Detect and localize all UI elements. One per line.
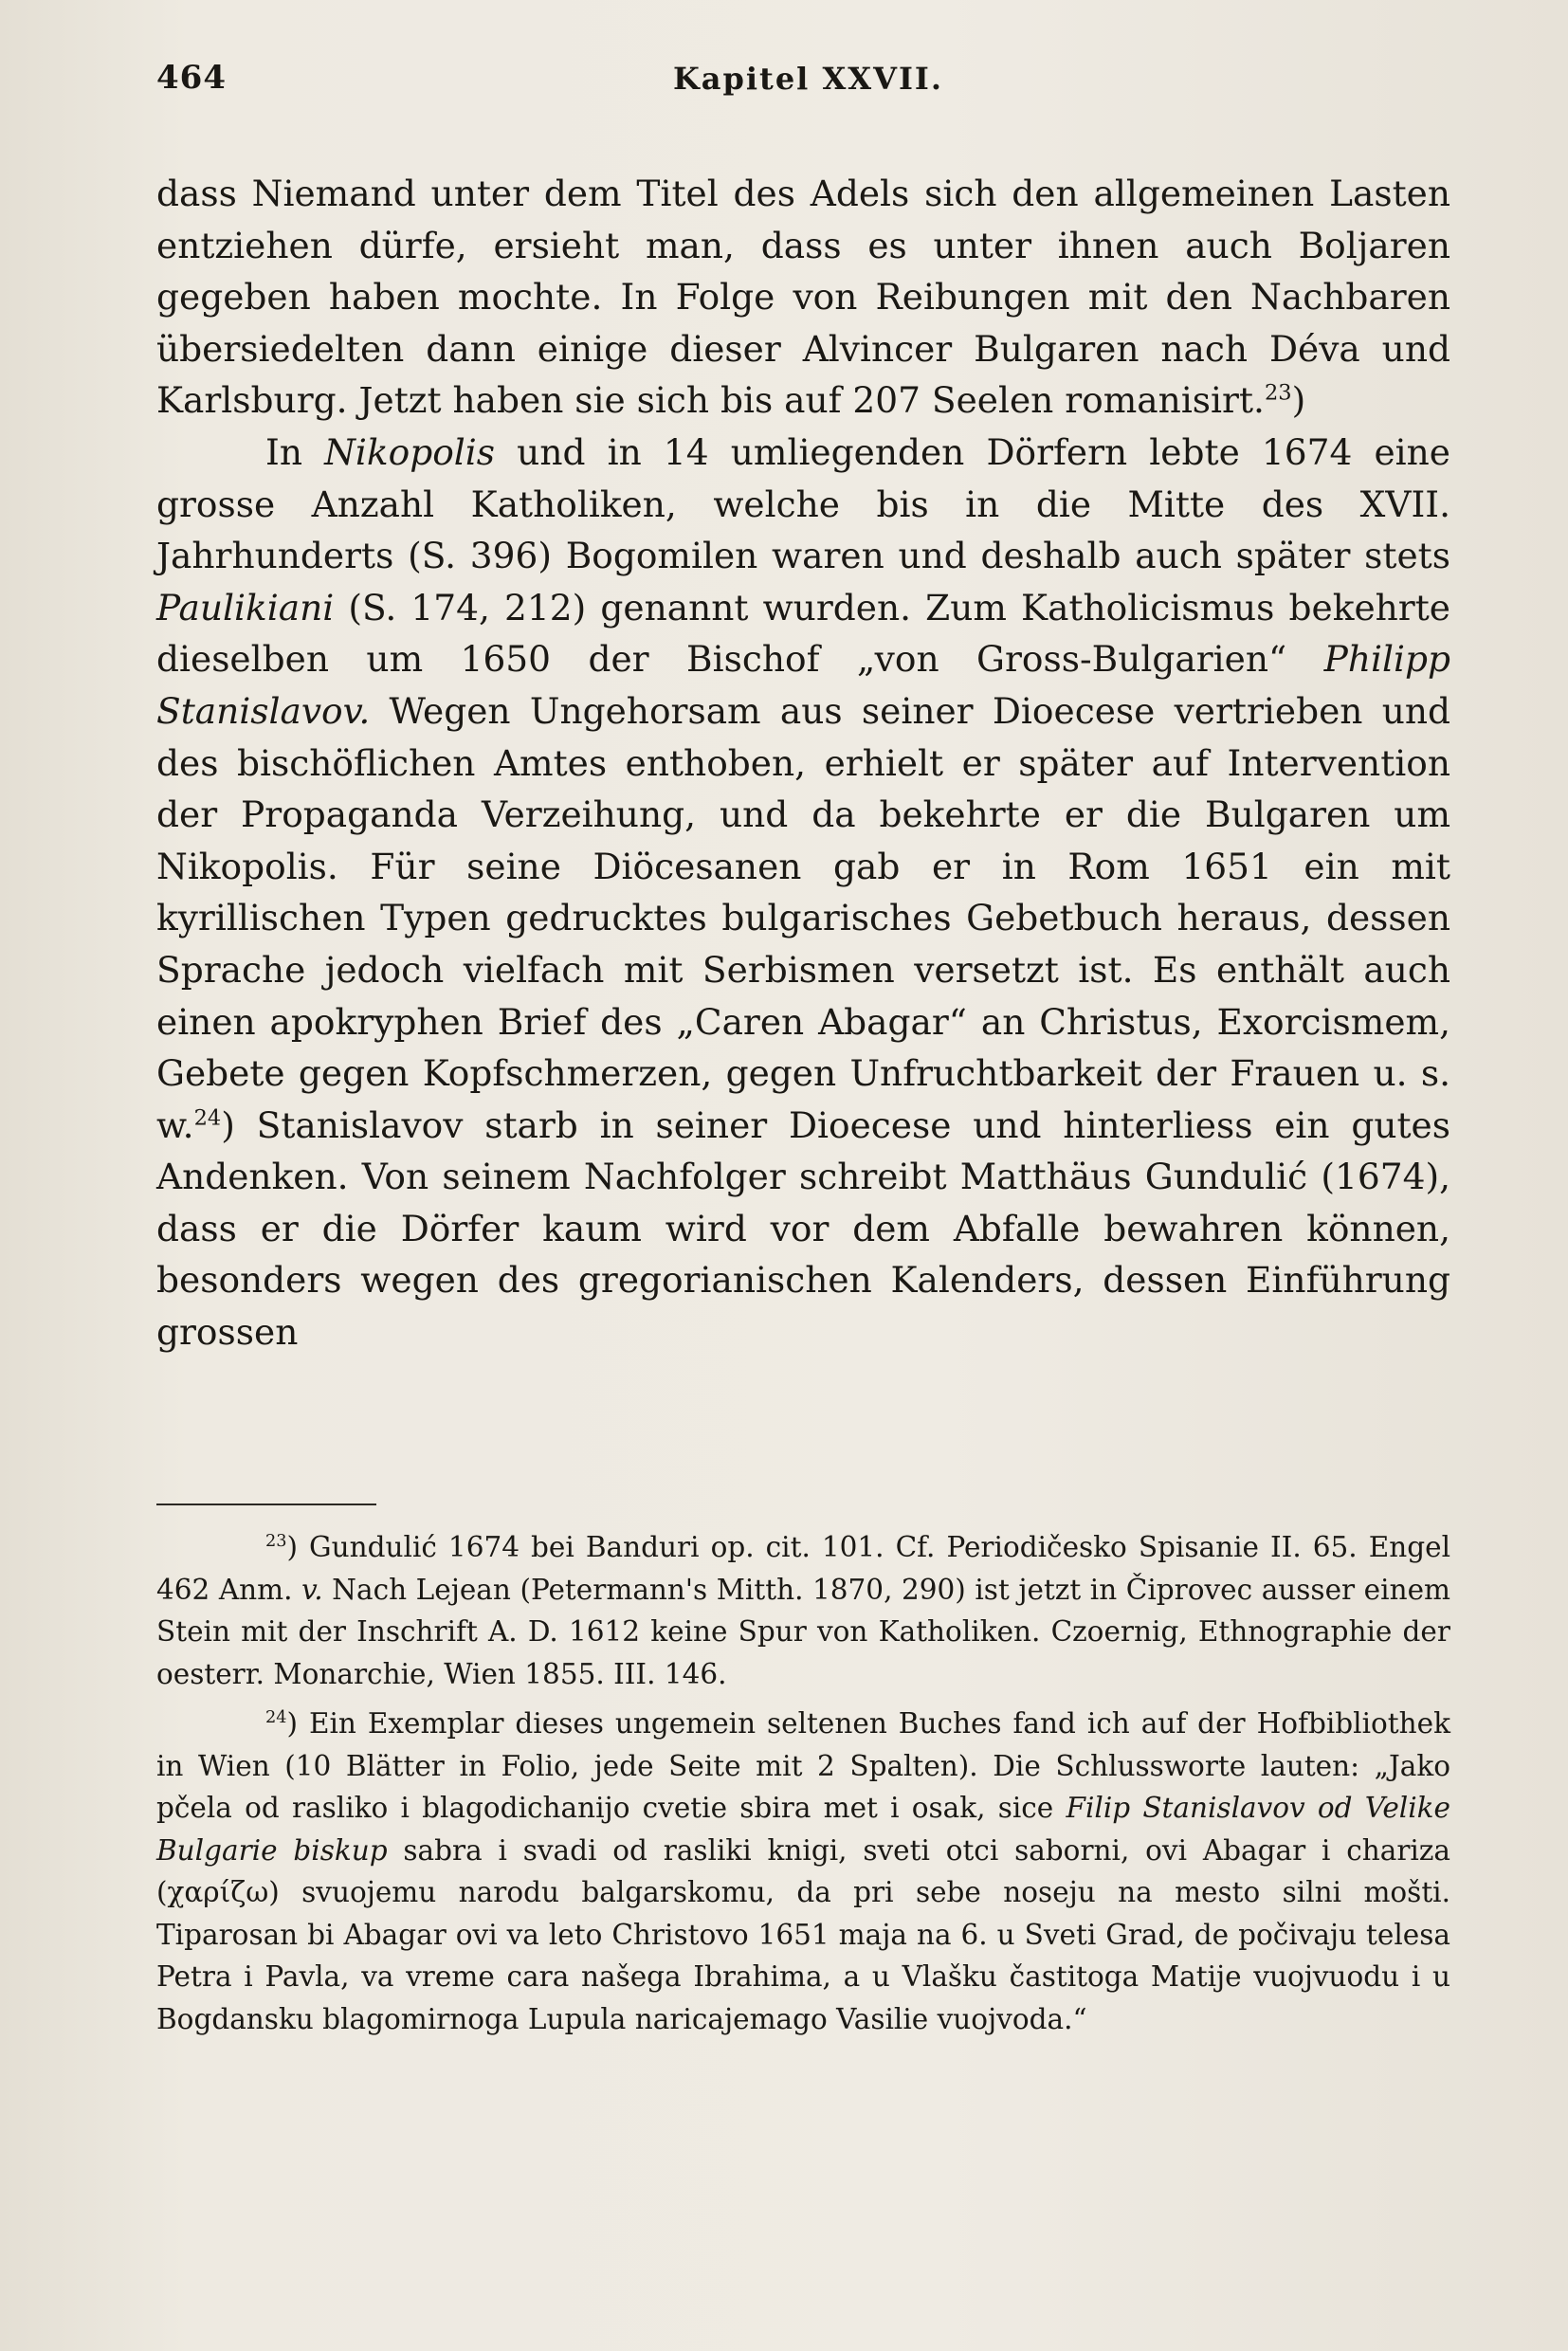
- place-name-nikopolis: Nikopolis: [324, 430, 496, 473]
- paragraph-2: [156, 427, 1450, 1358]
- term-paulikiani: Paulikiani: [156, 586, 335, 629]
- paragraph-1-text: dass Niemand unter dem Titel des Adels sich den allgemeinen Lasten entziehen dürfe, ersieht man, dass es unter ihnen auch Boljaren gegeben haben mochte. In Folge von Reibungen mit den Nachbaren übersiedelten dann einige dieser Alvincer Bulgaren nach Déva und Karlsburg. Jetzt haben sie sich bis auf 207 Seelen romanisirt.: [156, 173, 1450, 422]
- footnote-24-text-2: sabra i svadi od rasliki knigi, sveti otci saborni, ovi Abagar i chariza (χαρίζω) svuojemu narodu balgarskomu, da pri sebe noseju na mesto silni mošti. Tiparosan bi Abagar ovi va leto Christovo 1651 maja na 6. u Sveti Grad, de počivaju telesa Petra i Pavla, va vreme cara našega Ibrahima, a u Vlašku častitoga Matije vuojvuodu i u Bogdansku blagomirnoga Lupula naricajemago Vasilie vuojvoda.“: [156, 1833, 1450, 2035]
- page-number: 464: [156, 59, 227, 97]
- footnote-24-text: ) Ein Exemplar dieses ungemein seltenen Buches fand ich auf der Hofbibliothek in Wien (10 Blätter in Folio, jede Seite mit 2 Spalten). Die Schlussworte lauten: „Jako pčela od rasliko i blagodichanijo cvetie sbira met i osak, sice: [156, 1707, 1450, 1824]
- footnote-mark-24: 24: [265, 1708, 287, 1728]
- footnotes: [156, 1526, 1450, 2040]
- running-title: Kapitel XXVII.: [672, 61, 944, 97]
- person-name-stanislavov: Philipp Stanislavov.: [156, 638, 1450, 732]
- footnote-ref-24: 24: [193, 1105, 222, 1131]
- paragraph-1: [156, 168, 1450, 427]
- page-header: [156, 59, 1460, 116]
- main-text: [156, 168, 1450, 1358]
- paragraph-2-text-d: Wegen Ungehorsam aus seiner Dioecese vertrieben und des bischöflichen Amtes enthoben, erhielt er später auf Intervention der Propaganda Verzeihung, und da bekehrte er die Bulgaren um Nikopolis. Für seine Diöcesanen gab er in Rom 1651 ein mit kyrillischen Typen gedrucktes bulgarisches Gebetbuch heraus, dessen Sprache jedoch vielfach mit Serbismen versetzt ist. Es enthält auch einen apokryphen Brief des „Caren Abagar“ an Christus, Exorcismem, Gebete gegen Kopfschmerzen, gegen Unfruchtbarkeit der Frauen u. s. w.: [156, 689, 1450, 1146]
- footnote-24-italic: Filip Stanislavov od Velike Bulgarie biskup: [156, 1792, 1451, 1867]
- footnote-separator: [156, 1504, 376, 1505]
- footnote-23-text: ) Gundulić 1674 bei Banduri op. cit. 101. Cf. Periodičesko Spisanie II. 65. Engel 462 Anm.: [156, 1531, 1450, 1606]
- paragraph-1-end: ): [1291, 379, 1306, 422]
- paragraph-2-text-a: In: [265, 430, 325, 473]
- footnote-mark-23: 23: [265, 1532, 287, 1552]
- paragraph-2-text-c: (S. 174, 212) genannt wurden. Zum Katholicismus bekehrte dieselben um 1650 der Bischof „von Gross-Bulgarien“: [156, 586, 1450, 681]
- footnote-23-italic: v.: [301, 1573, 323, 1606]
- footnote-ref-23: 23: [1264, 380, 1292, 406]
- footnote-23-text-2: Nach Lejean (Petermann's Mitth. 1870, 290) ist jetzt in Čiprovec ausser einem Stein mit der Inschrift A. D. 1612 keine Spur von Katholiken. Czoernig, Ethnographie der oesterr. Monarchie, Wien 1855. III. 146.: [156, 1573, 1451, 1690]
- paragraph-2-text-b: und in 14 umliegenden Dörfern lebte 1674 eine grosse Anzahl Katholiken, welche bis in die Mitte des XVII. Jahrhunderts (S. 396) Bogomilen waren und deshalb auch später stets: [156, 430, 1450, 577]
- footnote-24: [156, 1703, 1450, 2040]
- footnote-23: [156, 1526, 1450, 1695]
- paragraph-2-text-e: ) Stanislavov starb in seiner Dioecese und hinterliess ein gutes Andenken. Von seinem Nachfolger schreibt Matthäus Gundulić (1674), dass er die Dörfer kaum wird vor dem Abfalle bewahren können, besonders wegen des gregorianischen Kalenders, dessen Einführung grossen: [156, 1103, 1450, 1354]
